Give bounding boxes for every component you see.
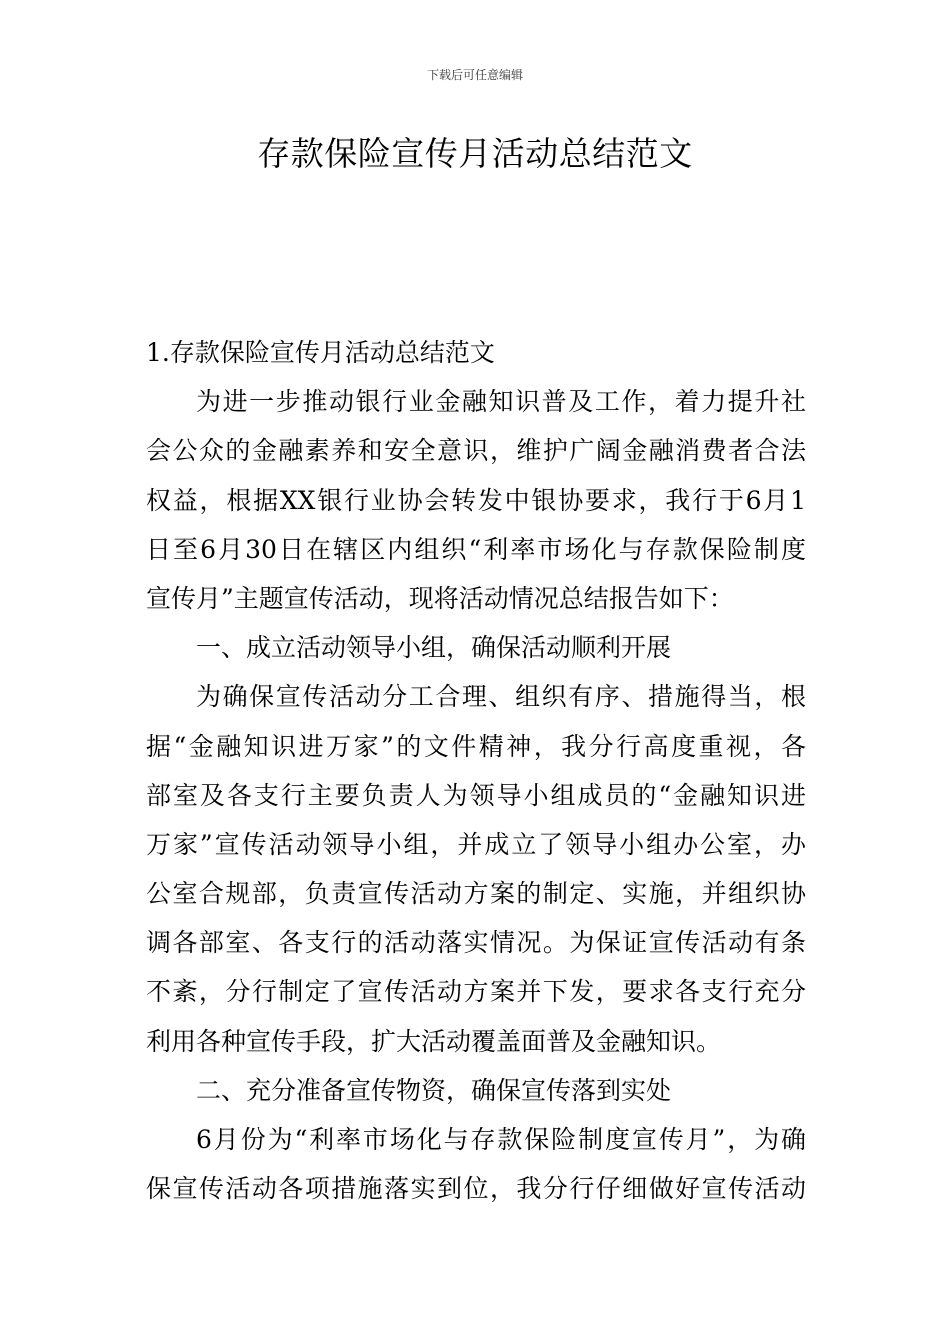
subheading-line: 二、充分准备宣传物资，确保宣传落到实处 (196, 1075, 672, 1105)
subheading-line: 一、成立活动领导小组，确保活动顺利开展 (196, 633, 672, 663)
document-body (146, 328, 806, 1213)
paragraph-line: 部室及各支行主要负责人为领导小组成员的“金融知识进 (146, 780, 806, 810)
paragraph-line: 会公众的金融素养和安全意识，维护广阔金融消费者合法 (146, 436, 806, 466)
paragraph-line: 万家”宣传活动领导小组，并成立了领导小组办公室，办 (146, 829, 806, 859)
paragraph-line: 据“金融知识进万家”的文件精神，我分行高度重视，各 (146, 731, 806, 761)
paragraph-line: 公室合规部，负责宣传活动方案的制定、实施，并组织协 (146, 879, 806, 909)
paragraph-line: 宣传月”主题宣传活动，现将活动情况总结报告如下： (146, 583, 734, 613)
paragraph-line: 6月份为“利率市场化与存款保险制度宣传月”，为确 (196, 1125, 806, 1154)
paragraph-line: 利用各种宣传手段，扩大活动覆盖面普及金融知识。 (146, 1026, 722, 1056)
paragraph-line: 保宣传活动各项措施落实到位，我分行仔细做好宣传活动 (146, 1174, 806, 1204)
paragraph-line: 调各部室、各支行的活动落实情况。为保证宣传活动有条 (146, 928, 806, 958)
paragraph-line: 为进一步推动银行业金融知识普及工作，着力提升社 (196, 387, 806, 417)
paragraph-line: 日至6月30日在辖区内组织“利率市场化与存款保险制度 (146, 534, 806, 564)
paragraph-line: 为确保宣传活动分工合理、组织有序、措施得当，根 (196, 682, 806, 712)
document-title: 存款保险宣传月活动总结范文 (257, 134, 693, 173)
paragraph-line: 不紊，分行制定了宣传活动方案并下发，要求各支行充分 (146, 977, 806, 1007)
section-heading-1: 1.存款保险宣传月活动总结范文 (146, 338, 495, 367)
paragraph-line: 权益，根据XX银行业协会转发中银协要求，我行于6月1 (146, 485, 806, 515)
header-note: 下载后可任意编辑 (426, 68, 523, 82)
